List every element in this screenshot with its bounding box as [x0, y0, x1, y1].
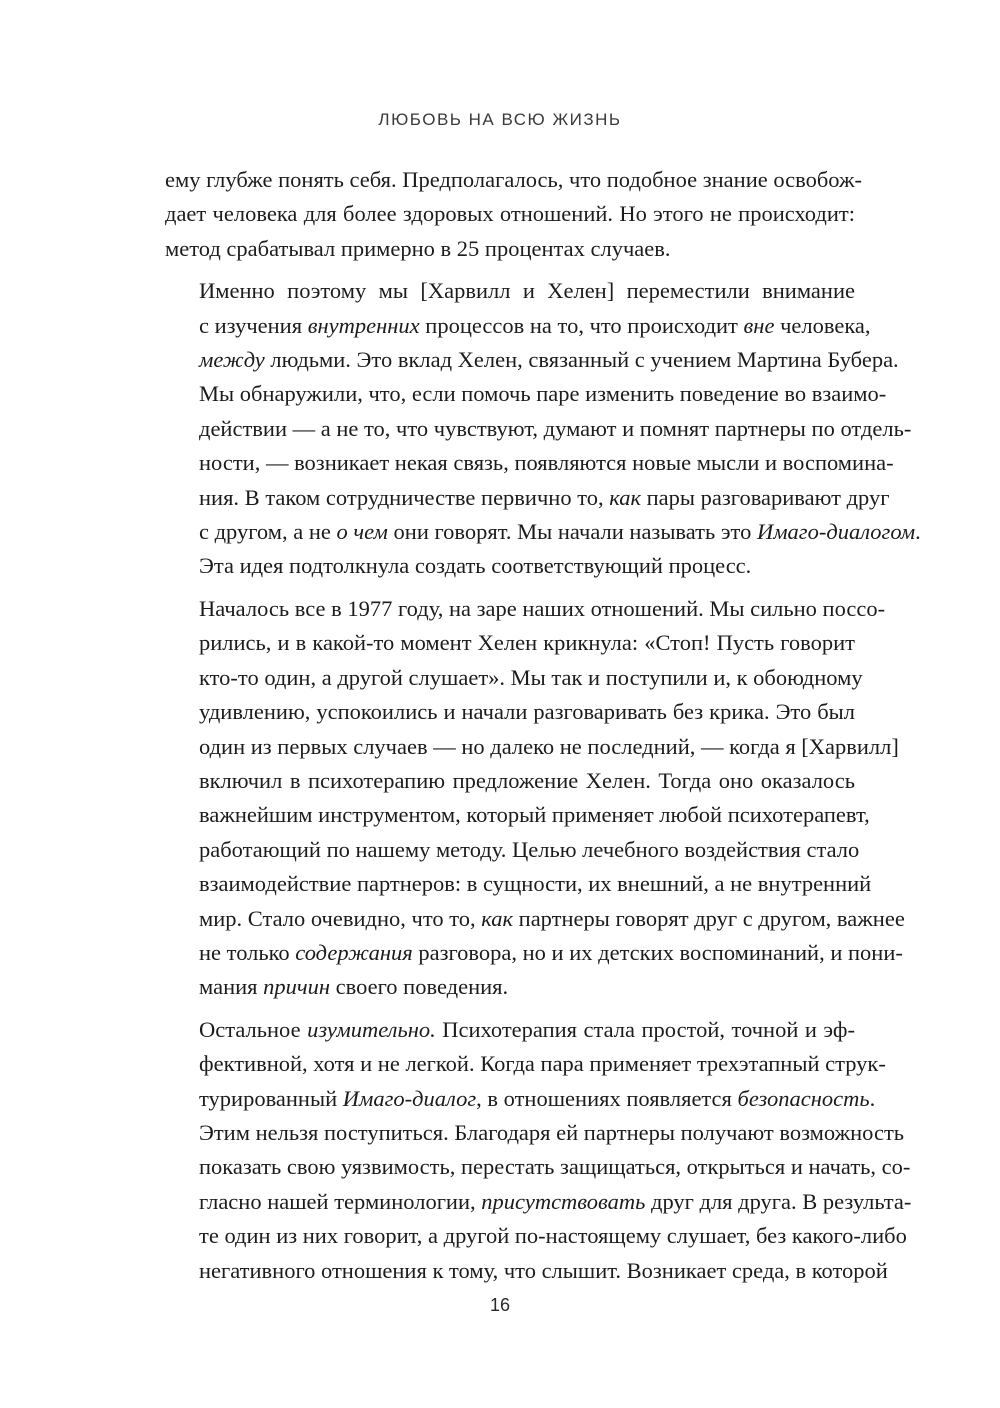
text-line: турированный Имаго-диалог, в отношениях появляется безопасность. [199, 1085, 876, 1111]
italic-emphasis: внутренних [307, 312, 420, 338]
text-line: удивлению, успокоились и начали разговаривать без крика. Это был [199, 699, 855, 725]
italic-emphasis: как [481, 905, 514, 931]
text-line: работающий по нашему методу. Целью лечебного воздействия стало [199, 836, 860, 862]
page-body-text [165, 163, 921, 1288]
text-line: взаимодействие партнеров: в сущности, их внешний, а не внутренний [199, 871, 872, 897]
text-line: мир. Стало очевидно, что то, как партнеры говорят друг с другом, важнее [199, 905, 905, 931]
italic-emphasis: Имаго-диалог [342, 1085, 477, 1111]
paragraph [165, 1013, 912, 1288]
text-line: действии — а не то, что чувствуют, думают и помнят партнеры по отдель- [199, 415, 912, 441]
text-line: Остальное изумительно. Психотерапия стала простой, точной и эф- [199, 1016, 855, 1042]
text-line: те один из них говорит, а другой по-настоящему слушает, без какого-либо [199, 1223, 907, 1249]
text-line: показать свою уязвимость, перестать защищаться, открыться и начать, со- [199, 1154, 911, 1180]
text-line: негативного отношения к тому, что слышит. Возникает среда, в которой [199, 1257, 888, 1283]
text-line: мания причин своего поведения. [199, 974, 509, 1000]
text-line: включил в психотерапию предложение Хелен. Тогда оно оказалось [199, 767, 855, 793]
text-line: метод срабатывал примерно в 25 процентах случаев. [165, 235, 671, 261]
paragraph [165, 274, 921, 584]
text-line: кто-то один, а другой слушает». Мы так и поступили и, к обоюдному [199, 664, 863, 690]
text-line: Эта идея подтолкнула создать соответствующий процесс. [199, 553, 752, 579]
italic-emphasis: изумительно. [307, 1016, 436, 1042]
italic-emphasis: как [609, 484, 641, 510]
text-line: Именно поэтому мы [Харвилл и Хелен] переместили внимание [199, 278, 855, 304]
italic-emphasis: безопасность [737, 1085, 870, 1111]
text-line: один из первых случаев — но далеко не последний, — когда я [Харвилл] [199, 733, 899, 759]
running-header: ЛЮБОВЬ НА ВСЮ ЖИЗНЬ [378, 110, 622, 129]
text-line: рились, и в какой-то момент Хелен крикнула: «Стоп! Пусть говорит [199, 630, 855, 656]
text-line: ему глубже понять себя. Предполагалось, что подобное знание освобож- [165, 167, 863, 192]
italic-emphasis: между [199, 347, 265, 373]
paragraph [165, 163, 863, 266]
text-line: Этим нельзя поступиться. Благодаря ей партнеры получают возможность [199, 1119, 905, 1145]
italic-emphasis: присутствовать [481, 1188, 646, 1214]
text-line: между людьми. Это вклад Хелен, связанный с учением Мартина Бубера. [199, 347, 899, 373]
paragraph [165, 592, 905, 1005]
text-line: с другом, а не о чем они говорят. Мы начали называть это Имаго-диалогом. [199, 519, 921, 545]
page-number: 16 [489, 1295, 511, 1315]
italic-emphasis: о чем [336, 519, 388, 545]
text-line: ния. В таком сотрудничестве первично то, как пары разговаривают друг [199, 484, 890, 510]
text-line: с изучения внутренних процессов на то, что происходит вне человека, [199, 312, 871, 338]
italic-emphasis: содержания [295, 939, 413, 965]
text-line: фективной, хотя и не легкой. Когда пара применяет трехэтапный струк- [199, 1051, 886, 1077]
text-line: Мы обнаружили, что, если помочь паре изменить поведение во взаимо- [199, 381, 887, 407]
italic-emphasis: Имаго-диалогом [756, 519, 916, 545]
italic-emphasis: вне [743, 312, 775, 338]
text-line: гласно нашей терминологии, присутствовать друг для друга. В результа- [199, 1188, 912, 1214]
text-line: важнейшим инструментом, который применяет любой психотерапевт, [199, 802, 870, 828]
text-line: ности, — возникает некая связь, появляются новые мысли и воспомина- [199, 450, 894, 476]
italic-emphasis: причин [263, 974, 331, 1000]
text-line: не только содержания разговора, но и их детских воспоминаний, и пони- [199, 939, 903, 965]
text-line: Началось все в 1977 году, на заре наших отношений. Мы сильно поссо- [199, 595, 886, 621]
text-line: дает человека для более здоровых отношений. Но этого не происходит: [165, 201, 855, 227]
